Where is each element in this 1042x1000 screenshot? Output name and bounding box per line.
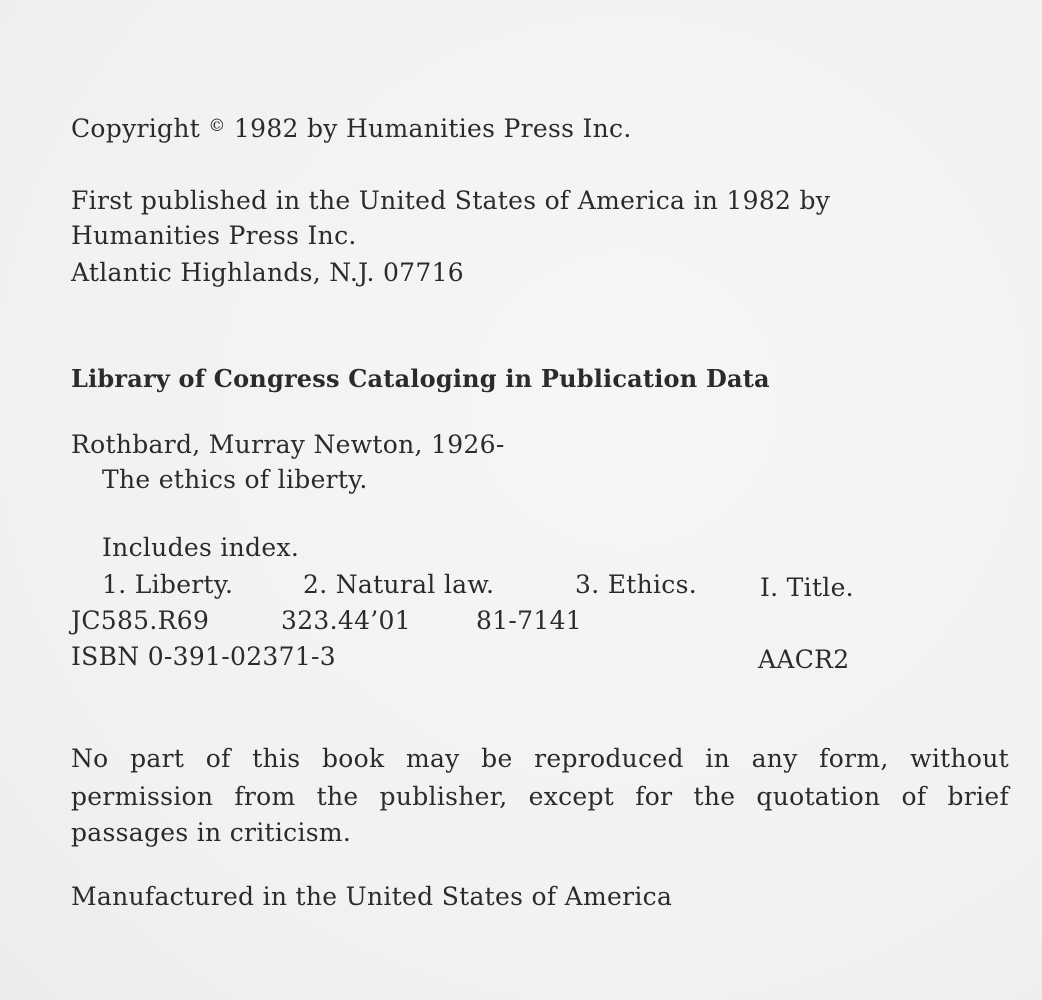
cip-title: The ethics of liberty. [102,465,368,494]
rights-line-3: passages in criticism. [71,818,352,847]
cip-isbn: ISBN 0-391-02371-3 [71,642,336,671]
cip-lccn: 81-7141 [476,606,582,635]
cip-call-number: JC585.R69 [71,606,210,635]
cip-includes: Includes index. [102,533,300,562]
rights-paragraph [71,746,1009,771]
manufactured-line: Manufactured in the United States of America [71,882,673,911]
cip-dewey: 323.44’01 [281,606,411,635]
rights-line-2: permission from the publisher, except for the quotation of brief [71,782,1009,811]
cip-subject-3: 3. Ethics. [575,570,697,599]
cip-rules: AACR2 [758,645,850,674]
publication-line-2: Humanities Press Inc. [71,221,357,250]
rights-paragraph-2 [71,784,1009,809]
copyright-line [71,116,632,141]
cip-subject-2: 2. Natural law. [303,570,495,599]
copyright-text: 1982 by Humanities Press Inc. [233,114,632,143]
copyright-symbol: © [208,116,226,136]
copyright-prefix: Copyright [71,114,201,143]
cip-heading: Library of Congress Cataloging in Publication Data [71,364,770,393]
publication-line-1: First published in the United States of America in 1982 by [71,186,831,215]
publication-line-3: Atlantic Highlands, N.J. 07716 [71,258,465,287]
cip-subject-1: 1. Liberty. [102,570,234,599]
cip-author: Rothbard, Murray Newton, 1926- [71,430,505,459]
rights-line-1: No part of this book may be reproduced in any form, without [71,744,1009,773]
cip-subject-4: I. Title. [760,573,854,602]
